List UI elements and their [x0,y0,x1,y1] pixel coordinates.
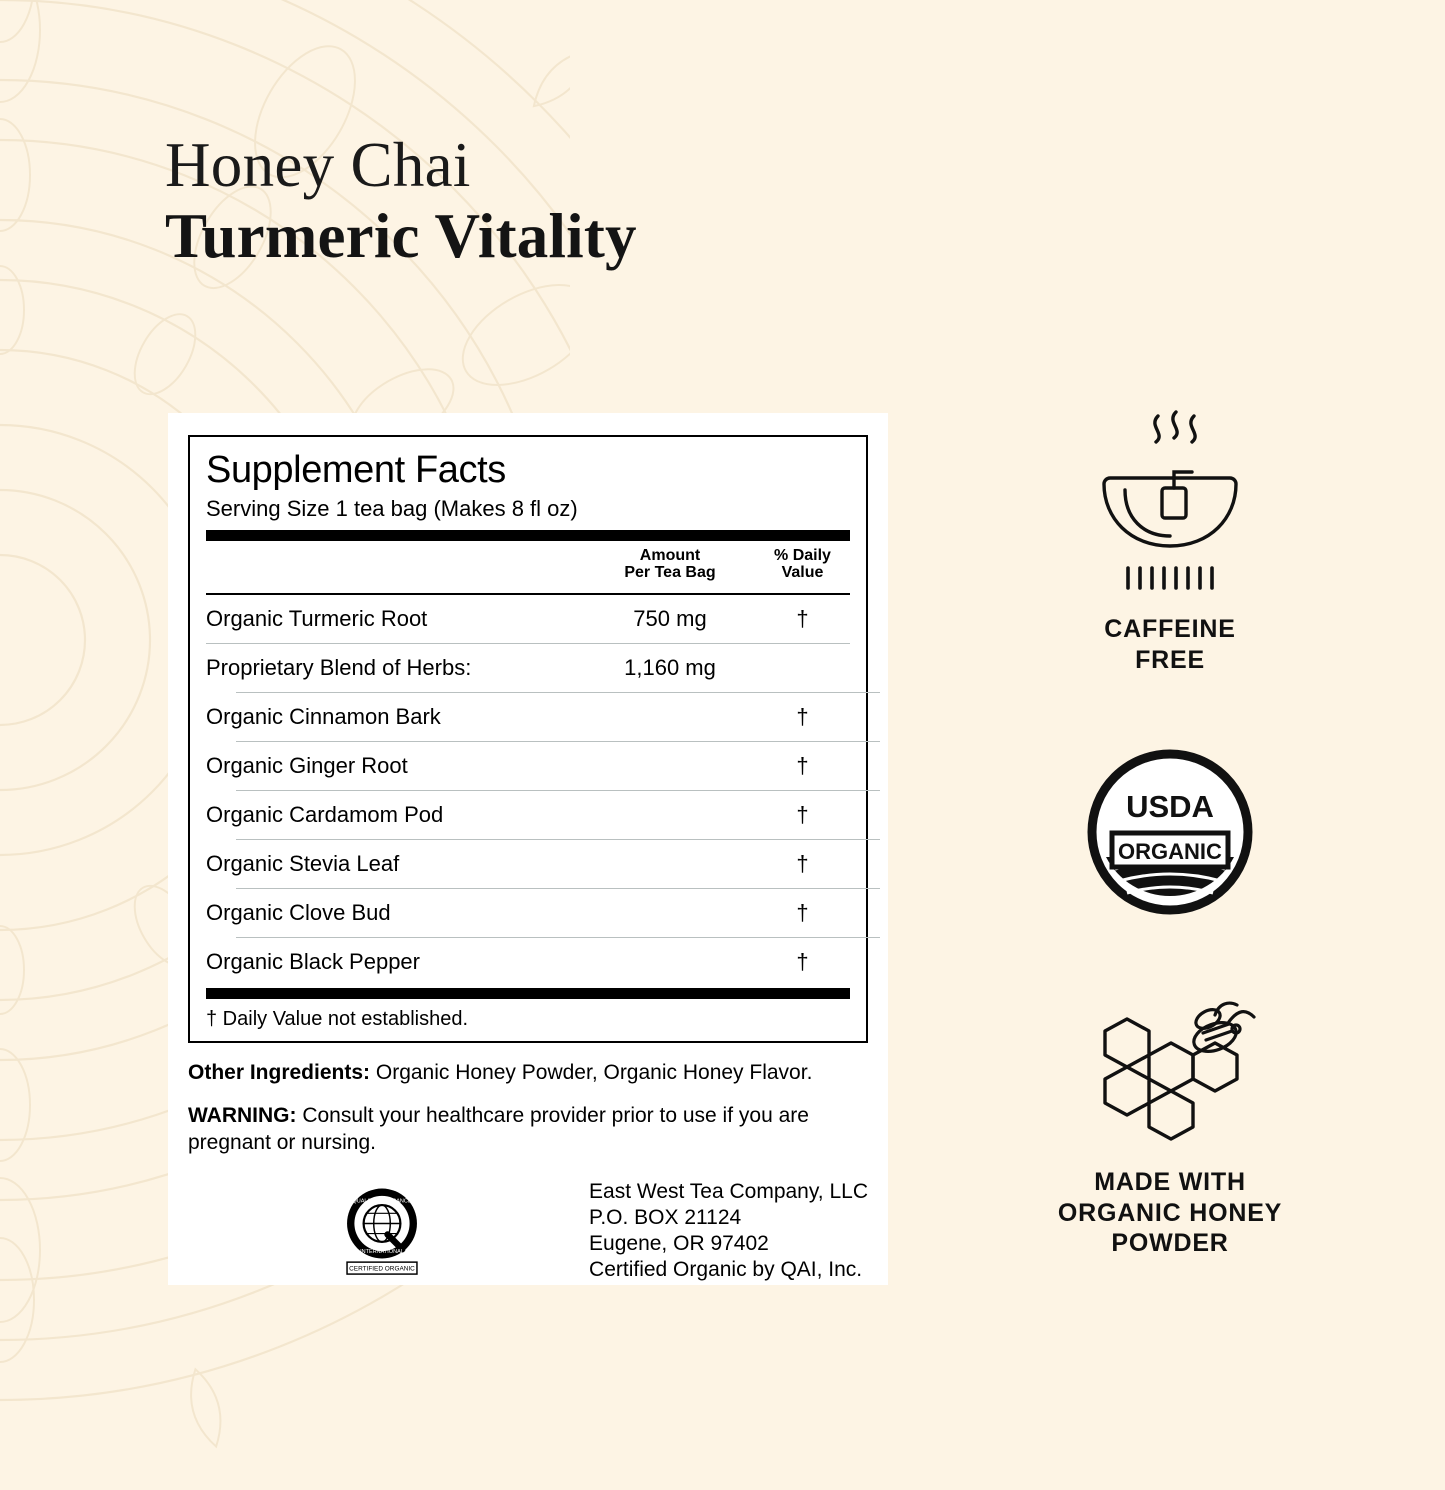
row-dv: † [796,802,809,828]
badge-caffeine-free-caption [960,614,1380,675]
row-separator [206,637,850,649]
table-row [206,845,850,882]
row-name: Proprietary Blend of Herbs: [206,655,472,681]
serving-size: Serving Size 1 tea bag (Makes 8 fl oz) [206,495,578,521]
company-name: East West Tea Company, LLC [589,1179,868,1203]
caption-line-1: CAFFEINE [1104,615,1236,643]
usda-organic-icon [1085,747,1255,917]
svg-text:CERTIFIED ORGANIC: CERTIFIED ORGANIC [348,1265,415,1273]
row-name: Organic Clove Bud [206,900,391,926]
table-row [206,649,850,686]
caption-line-3: POWDER [1111,1229,1229,1257]
table-row [206,747,850,784]
row-name: Organic Black Pepper [206,949,420,975]
warning-body: Consult your healthcare provider prior to use if you are pregnant or nursing. [188,1103,809,1154]
row-dv: † [796,851,809,877]
row-name: Organic Stevia Leaf [206,851,400,877]
other-ingredients-label: Other Ingredients: [188,1061,371,1085]
warning-label: WARNING: [188,1103,297,1127]
row-amount [585,894,755,931]
row-separator [206,686,850,698]
badge-caffeine-free [960,400,1380,675]
badge-honey-caption [960,1167,1380,1259]
row-dv: † [796,606,809,632]
product-title-line-1: Honey Chai [165,130,471,200]
badge-usda-organic [960,747,1380,917]
supplement-facts-box [188,435,868,1043]
honeycomb-bee-icon [1065,993,1275,1153]
header-daily-value [755,541,850,587]
header-dv-line2: Value [781,564,824,582]
qai-certified-organic-seal-icon [336,1183,428,1275]
row-dv: † [796,704,809,730]
supplement-facts-heading: Supplement Facts [206,449,506,491]
row-dv: † [796,900,809,926]
product-title-block [165,130,925,271]
header-separator [206,587,850,600]
row-separator [206,735,850,747]
row-separator [206,784,850,796]
row-dv [755,649,850,686]
row-amount: 1,160 mg [624,655,716,681]
thick-rule-top [206,530,850,541]
row-amount [585,845,755,882]
organic-text: ORGANIC [1118,839,1222,864]
svg-text:INTERNATIONAL: INTERNATIONAL [359,1248,404,1255]
caption-line-2: ORGANIC HONEY [1057,1198,1283,1227]
company-city: Eugene, OR 97402 [589,1232,769,1256]
daily-value-footnote: † Daily Value not established. [206,1008,469,1031]
company-certification: Certified Organic by QAI, Inc. [589,1258,863,1282]
badge-organic-honey-powder [960,993,1380,1259]
header-amount [585,541,755,587]
row-amount [585,747,755,784]
row-separator [206,931,850,943]
row-name: Organic Ginger Root [206,753,408,779]
badge-column [960,400,1380,1269]
row-separator [206,833,850,845]
row-amount [585,943,755,980]
row-name: Organic Turmeric Root [206,606,428,632]
header-dv-line1: % Daily [774,546,831,564]
row-dv: † [796,753,809,779]
row-amount [585,796,755,833]
table-row [206,943,850,980]
table-row [206,600,850,637]
tea-cup-icon [1070,400,1270,600]
header-amount-line2: Per Tea Bag [624,564,716,582]
supplement-facts-panel [168,413,888,1285]
company-block [188,1177,868,1284]
warning-text [188,1103,868,1157]
row-dv: † [796,949,809,975]
header-amount-line1: Amount [639,546,701,564]
caption-line-1: MADE WITH [1094,1168,1246,1196]
svg-text:QUALITY ASSURANCE: QUALITY ASSURANCE [351,1198,412,1205]
table-row [206,698,850,735]
row-amount [585,698,755,735]
thick-rule-bottom [206,988,850,999]
other-ingredients [188,1060,868,1087]
other-ingredients-text: Organic Honey Powder, Organic Honey Flavor. [370,1061,813,1085]
company-po-box: P.O. BOX 21124 [589,1205,742,1229]
product-title-line-2: Turmeric Vitality [165,200,637,271]
row-separator [206,882,850,894]
table-row [206,894,850,931]
row-name: Organic Cinnamon Bark [206,704,441,730]
usda-text: USDA [1126,789,1214,824]
header-blank [206,541,585,587]
supplement-facts-table [206,541,850,980]
row-name: Organic Cardamom Pod [206,802,444,828]
caption-line-2: FREE [1135,645,1205,674]
table-header-row [206,541,850,587]
row-amount: 750 mg [633,606,707,632]
table-row [206,796,850,833]
